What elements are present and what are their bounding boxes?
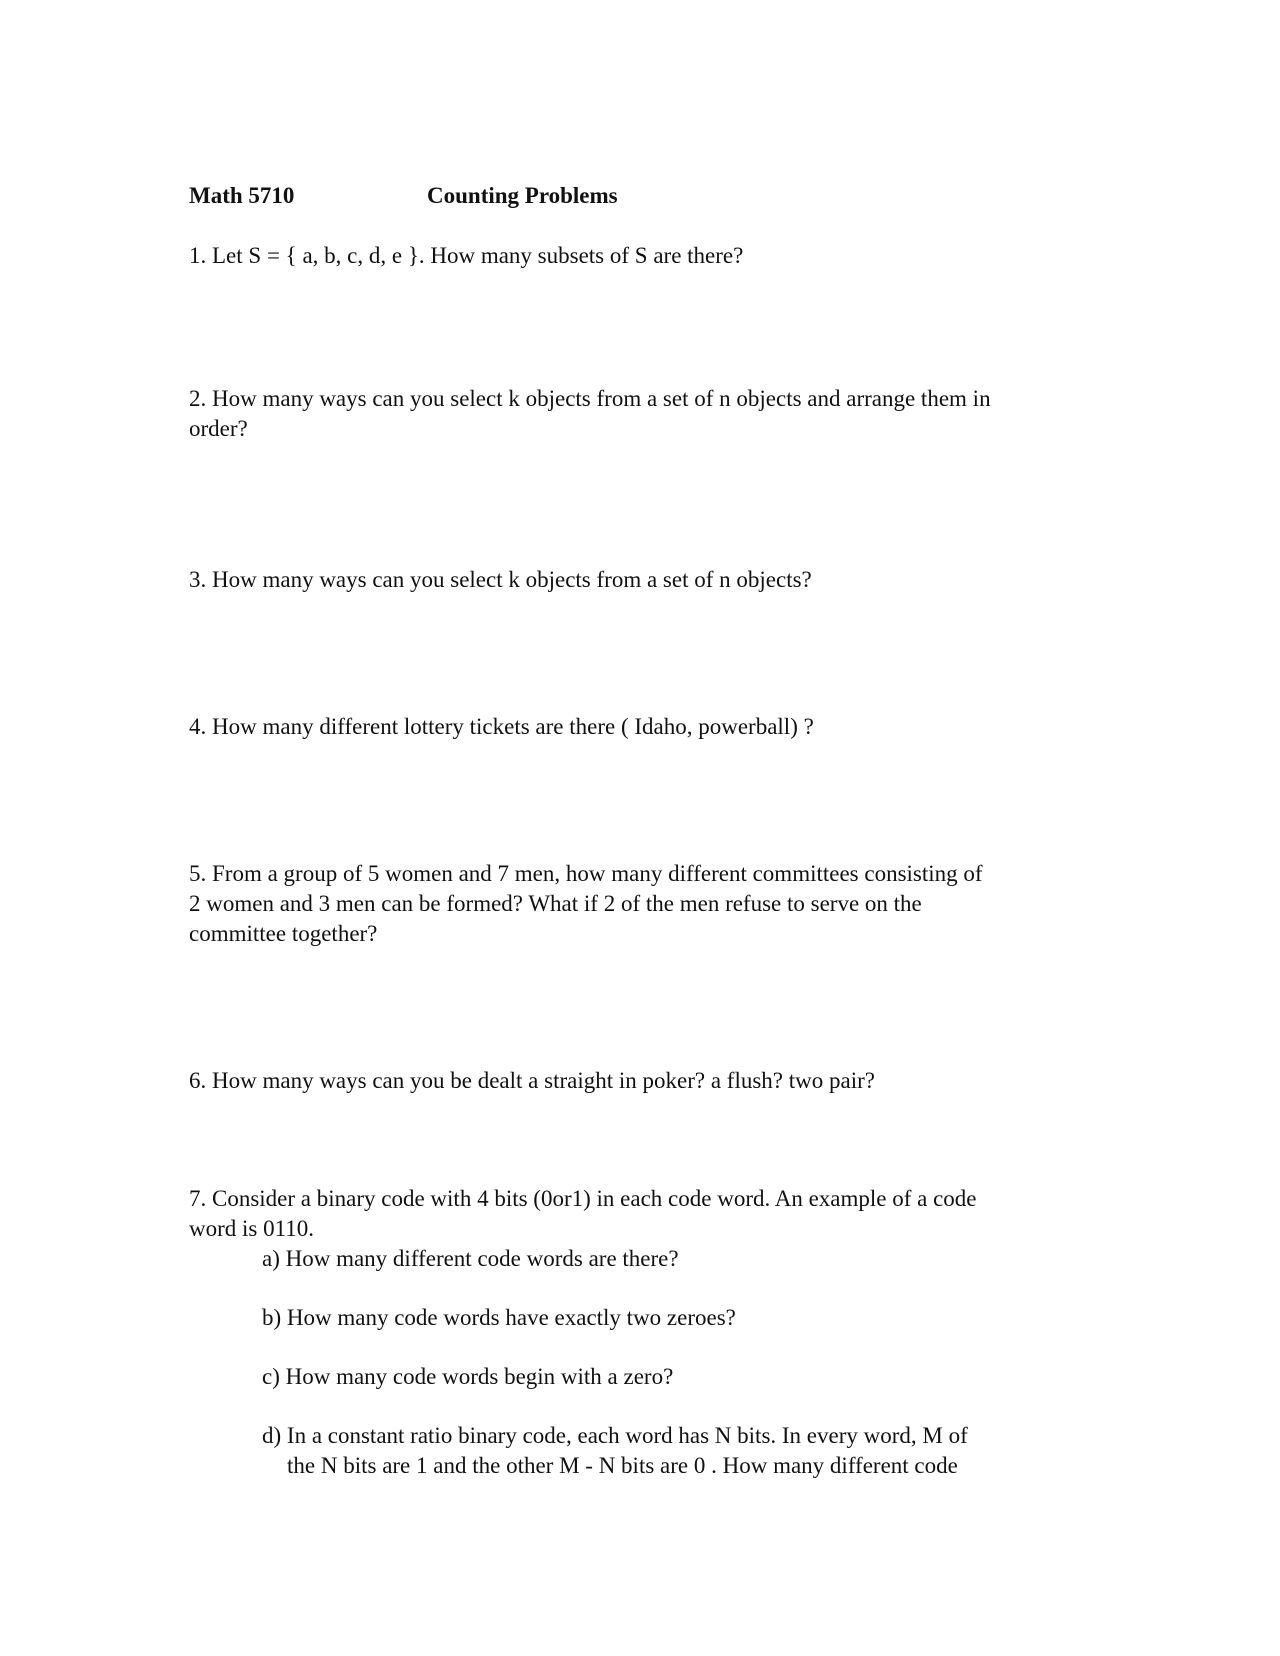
problem-4-line-1: 4. How many different lottery tickets are there ( Idaho, powerball) ? [189,714,814,739]
subpart-a [262,1244,1102,1274]
subpart-b [262,1303,1102,1333]
problem-7 [189,1184,1089,1244]
problem-5-line-2: 2 women and 3 men can be formed? What if 2 of the men refuse to serve on the [189,891,922,916]
document-title: Counting Problems [427,183,618,208]
problem-7-line-2: word is 0110. [189,1216,315,1241]
course-label: Math 5710 [189,183,295,208]
problem-6 [189,1066,1089,1096]
problem-5-line-1: 5. From a group of 5 women and 7 men, how many different committees consisting of [189,861,983,886]
subpart-d [262,1421,1102,1481]
problem-2-line-1: 2. How many ways can you select k objects from a set of n objects and arrange them in [189,386,991,411]
problem-2 [189,384,1089,444]
subpart-c [262,1362,1102,1392]
problem-4 [189,712,1089,742]
problem-1 [189,241,1089,271]
problem-5 [189,859,1089,949]
subpart-c-line-1: c) How many code words begin with a zero? [262,1364,674,1389]
problem-6-line-1: 6. How many ways can you be dealt a straight in poker? a flush? two pair? [189,1068,875,1093]
subpart-a-line-1: a) How many different code words are there? [262,1246,679,1271]
problem-3-line-1: 3. How many ways can you select k objects from a set of n objects? [189,567,812,592]
problem-5-line-3: committee together? [189,921,378,946]
problem-2-line-2: order? [189,416,248,441]
subpart-d-line-2: the N bits are 1 and the other M - N bits are 0 . How many different code [287,1453,958,1478]
subpart-d-line-1: d) In a constant ratio binary code, each word has N bits. In every word, M of [262,1423,968,1448]
problem-1-line-1: 1. Let S = { a, b, c, d, e }. How many subsets of S are there? [189,243,744,268]
problem-7-line-1: 7. Consider a binary code with 4 bits (0or1) in each code word. An example of a code [189,1186,977,1211]
problem-3 [189,565,1089,595]
subpart-b-line-1: b) How many code words have exactly two zeroes? [262,1305,736,1330]
